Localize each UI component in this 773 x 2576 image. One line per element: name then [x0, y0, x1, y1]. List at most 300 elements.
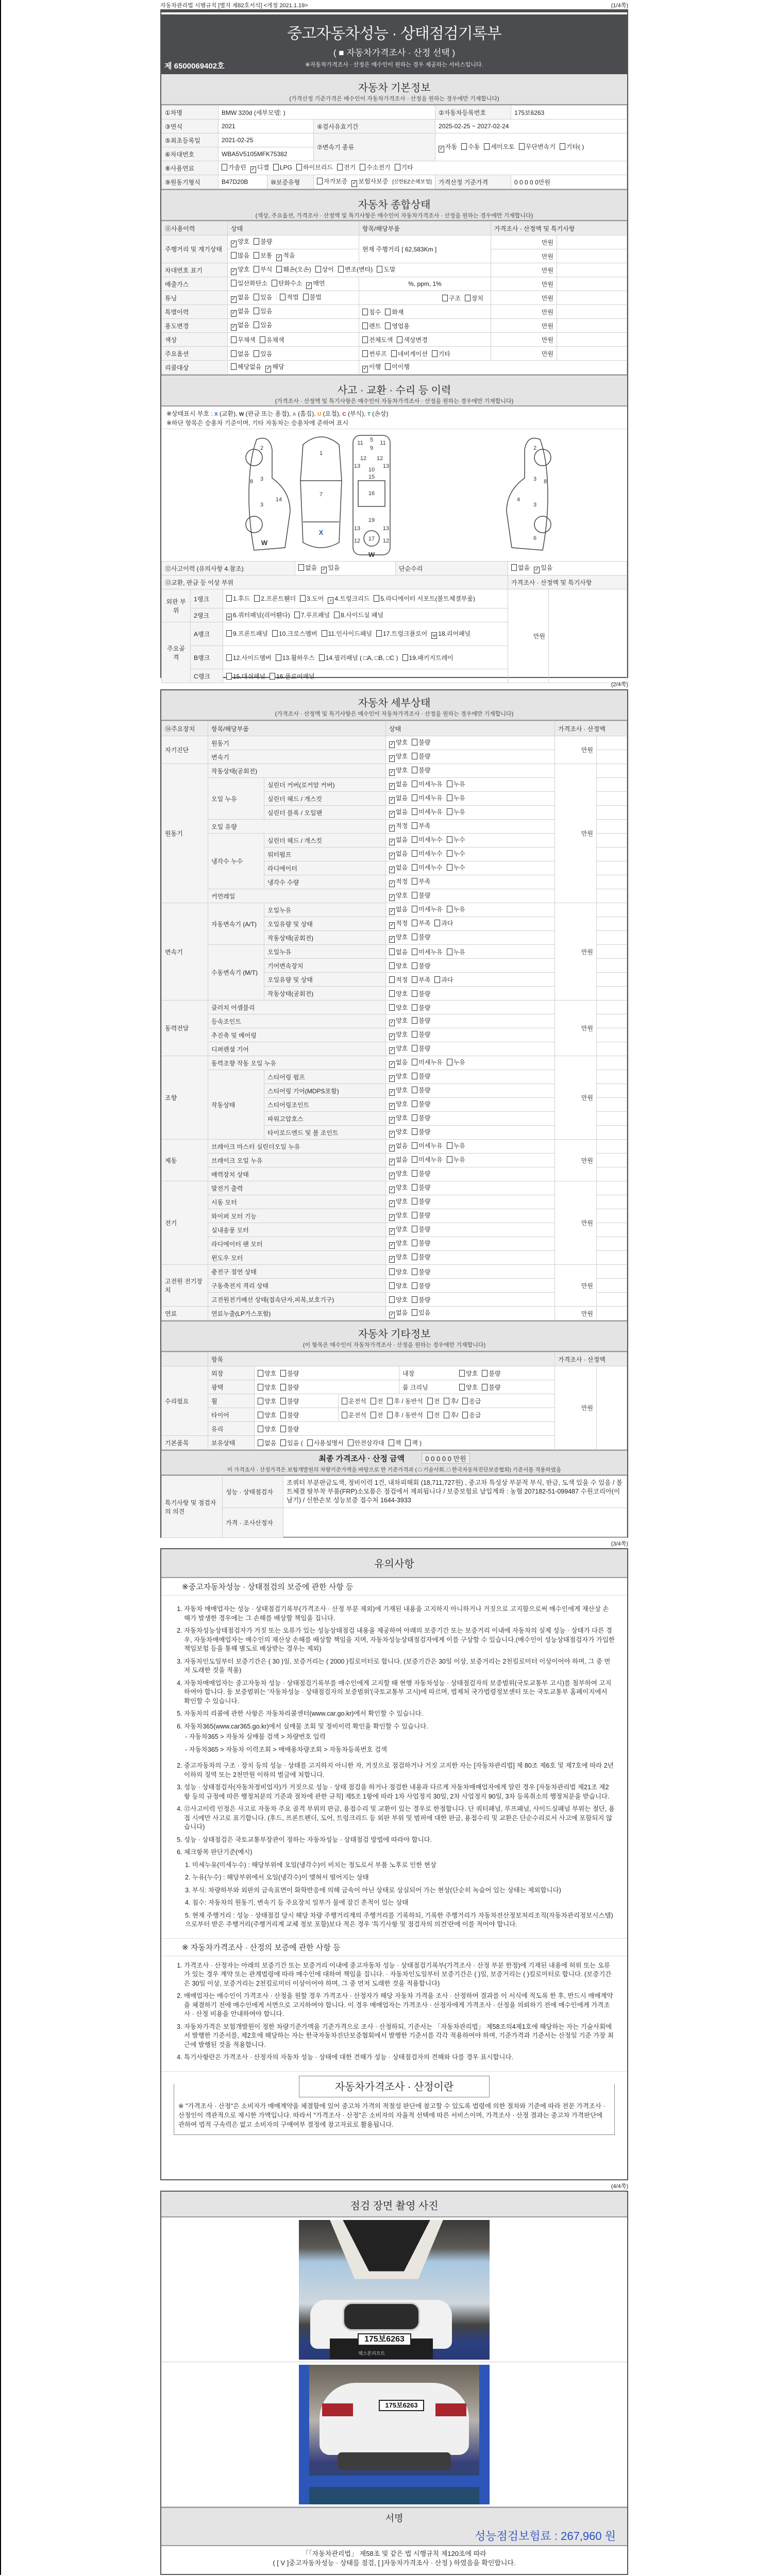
checkbox-icon[interactable]: [447, 836, 452, 843]
checkbox-option[interactable]: ✓ 자동: [439, 143, 458, 151]
checkbox-icon[interactable]: [397, 336, 402, 343]
checkbox-option[interactable]: w 18.리어패널: [431, 630, 470, 637]
checkbox-icon[interactable]: ✓: [390, 1145, 394, 1150]
checkbox-option[interactable]: ✓ 양호: [390, 739, 408, 747]
inspection-photo-rear[interactable]: [299, 2365, 490, 2504]
checkbox-option[interactable]: 불량: [412, 739, 430, 746]
checkbox-icon[interactable]: [412, 1045, 417, 1052]
checkbox-option[interactable]: 17.트렁크플로어: [376, 630, 427, 637]
checkbox-option[interactable]: 누유: [447, 794, 465, 802]
checkbox-option[interactable]: ✓ 양호: [390, 1017, 408, 1025]
checkbox-icon[interactable]: [444, 1398, 449, 1404]
checkbox-option[interactable]: 불량: [280, 1370, 299, 1377]
checkbox-icon[interactable]: [258, 1439, 263, 1446]
checkbox-option[interactable]: 양호: [258, 1426, 276, 1433]
checkbox-icon[interactable]: ✓: [307, 282, 312, 288]
checkbox-icon[interactable]: [280, 1398, 286, 1404]
checkbox-icon[interactable]: [387, 1412, 393, 1418]
checkbox-icon[interactable]: ✓: [266, 366, 271, 371]
checkbox-option[interactable]: x 4.트렁크리드: [328, 595, 369, 602]
checkbox-icon[interactable]: [412, 1282, 417, 1289]
checkbox-option[interactable]: ✓ 양호: [390, 1240, 408, 1248]
checkbox-option[interactable]: 네비게이션: [391, 350, 428, 358]
checkbox-icon[interactable]: [447, 1059, 452, 1065]
checkbox-icon[interactable]: ✓: [390, 783, 394, 789]
checkbox-icon[interactable]: [447, 864, 452, 871]
checkbox-icon[interactable]: w: [431, 632, 437, 639]
checkbox-option[interactable]: 14.필러패널 ( □A, □B, □C ): [319, 654, 398, 662]
checkbox-option[interactable]: 불량: [280, 1384, 299, 1391]
checkbox-option[interactable]: ✓ 양호: [390, 753, 408, 761]
checkbox-icon[interactable]: [303, 294, 309, 300]
checkbox-icon[interactable]: [280, 1426, 286, 1432]
checkbox-option[interactable]: ✓ 없음: [390, 1142, 408, 1150]
checkbox-icon[interactable]: [322, 630, 327, 637]
checkbox-icon[interactable]: [254, 252, 259, 259]
checkbox-icon[interactable]: [319, 654, 325, 661]
checkbox-option[interactable]: ✓ 적정: [390, 822, 408, 831]
checkbox-icon[interactable]: [459, 1384, 465, 1391]
checkbox-icon[interactable]: [412, 948, 417, 955]
checkbox-icon[interactable]: [412, 976, 417, 983]
checkbox-icon[interactable]: [412, 1128, 417, 1135]
checkbox-option[interactable]: ✓ 양호: [390, 1184, 408, 1192]
checkbox-option[interactable]: ✓ 해당: [266, 363, 284, 371]
checkbox-icon[interactable]: [412, 1031, 417, 1038]
checkbox-icon[interactable]: [462, 1398, 468, 1404]
checkbox-option[interactable]: 침수: [362, 309, 381, 316]
checkbox-option[interactable]: 구조: [442, 295, 461, 302]
checkbox-icon[interactable]: [280, 1370, 286, 1377]
checkbox-option[interactable]: 양호: [459, 1370, 478, 1377]
checkbox-icon[interactable]: [258, 1398, 263, 1404]
checkbox-option[interactable]: 해당없음: [231, 363, 261, 370]
checkbox-icon[interactable]: [412, 1240, 417, 1246]
checkbox-option[interactable]: ✓ 양호: [231, 266, 250, 274]
checkbox-option[interactable]: 불량: [412, 1128, 430, 1136]
checkbox-icon[interactable]: [276, 654, 281, 661]
checkbox-option[interactable]: 보통: [254, 252, 272, 259]
checkbox-icon[interactable]: [385, 309, 391, 315]
checkbox-icon[interactable]: [447, 808, 452, 815]
checkbox-icon[interactable]: [389, 1296, 395, 1303]
checkbox-icon[interactable]: ✓: [390, 769, 394, 775]
checkbox-icon[interactable]: w: [226, 614, 232, 620]
checkbox-option[interactable]: 기타( ): [560, 143, 584, 150]
checkbox-option[interactable]: 누유: [447, 1142, 465, 1149]
checkbox-icon[interactable]: [412, 962, 417, 969]
checkbox-icon[interactable]: [412, 1142, 417, 1149]
checkbox-option[interactable]: ✓ 양호: [390, 1128, 408, 1137]
checkbox-icon[interactable]: ✓: [390, 853, 394, 858]
checkbox-option[interactable]: ✓ 있음: [534, 564, 553, 572]
checkbox-icon[interactable]: [389, 1439, 394, 1446]
checkbox-option[interactable]: 불량: [280, 1426, 299, 1433]
checkbox-icon[interactable]: [447, 794, 452, 801]
checkbox-icon[interactable]: [231, 252, 237, 259]
checkbox-option[interactable]: 누수: [447, 850, 465, 857]
checkbox-option[interactable]: 도말: [377, 266, 395, 273]
checkbox-icon[interactable]: [511, 564, 517, 571]
checkbox-icon[interactable]: ✓: [231, 241, 236, 246]
checkbox-option[interactable]: 누유: [447, 808, 465, 816]
checkbox-option[interactable]: 불법: [303, 294, 322, 301]
checkbox-option[interactable]: 미세누유: [412, 781, 442, 788]
checkbox-option[interactable]: 미세누유: [412, 906, 442, 913]
checkbox-icon[interactable]: [222, 164, 227, 171]
checkbox-option[interactable]: ✓ 양호: [390, 1087, 408, 1095]
checkbox-option[interactable]: 양호: [389, 1296, 408, 1303]
checkbox-icon[interactable]: [280, 1439, 286, 1446]
checkbox-option[interactable]: 양호: [389, 1004, 408, 1011]
checkbox-option[interactable]: 상이: [315, 266, 334, 273]
checkbox-icon[interactable]: [412, 892, 417, 899]
checkbox-option[interactable]: 불량: [412, 753, 430, 760]
checkbox-option[interactable]: 양호: [389, 962, 408, 970]
checkbox-option[interactable]: 미세누수: [412, 864, 442, 871]
checkbox-option[interactable]: 있음: [254, 350, 272, 358]
checkbox-icon[interactable]: ✓: [390, 1117, 394, 1123]
checkbox-icon[interactable]: ✓: [390, 741, 394, 747]
checkbox-icon[interactable]: [389, 948, 395, 955]
inspection-photo-front[interactable]: [299, 2220, 490, 2360]
checkbox-option[interactable]: 양호: [258, 1398, 276, 1405]
checkbox-option[interactable]: 미세누유: [412, 948, 442, 956]
checkbox-icon[interactable]: [338, 266, 344, 273]
checkbox-option[interactable]: 후 / 동반석: [387, 1412, 423, 1419]
checkbox-icon[interactable]: [412, 1059, 417, 1065]
checkbox-option[interactable]: ✓ 양호: [390, 1253, 408, 1262]
checkbox-option[interactable]: 후/: [444, 1398, 458, 1405]
checkbox-option[interactable]: 후/: [444, 1412, 458, 1419]
checkbox-icon[interactable]: [362, 309, 368, 315]
checkbox-option[interactable]: 불량: [412, 767, 430, 774]
checkbox-option[interactable]: 있음: [254, 308, 272, 315]
checkbox-option[interactable]: ✓ 양호: [390, 1100, 408, 1109]
checkbox-icon[interactable]: [560, 143, 565, 150]
checkbox-icon[interactable]: [371, 1412, 376, 1418]
checkbox-option[interactable]: 운전석: [342, 1398, 366, 1405]
checkbox-option[interactable]: 탄화수소: [272, 280, 302, 287]
checkbox-icon[interactable]: ✓: [352, 180, 357, 186]
checkbox-icon[interactable]: [434, 920, 440, 926]
checkbox-option[interactable]: ✓ 양호: [390, 1226, 408, 1234]
checkbox-option[interactable]: 있음: [254, 294, 272, 301]
checkbox-icon[interactable]: [254, 321, 259, 328]
checkbox-option[interactable]: ✓ 없음: [390, 781, 408, 789]
checkbox-option[interactable]: 미세누유: [412, 1142, 442, 1149]
checkbox-option[interactable]: 없음: [231, 350, 249, 358]
checkbox-icon[interactable]: ✓: [390, 797, 394, 803]
checkbox-option[interactable]: 누유: [447, 1156, 465, 1163]
checkbox-icon[interactable]: [412, 1170, 417, 1177]
checkbox-icon[interactable]: ✓: [390, 1173, 394, 1178]
checkbox-option[interactable]: 부족: [412, 878, 430, 885]
checkbox-icon[interactable]: [273, 164, 279, 171]
checkbox-option[interactable]: ✓ 없음: [390, 906, 408, 914]
checkbox-option[interactable]: 썬루프: [362, 350, 387, 358]
checkbox-icon[interactable]: [254, 350, 259, 357]
checkbox-option[interactable]: 없음: [389, 948, 408, 956]
checkbox-option[interactable]: ✓ 양호: [390, 1212, 408, 1220]
checkbox-icon[interactable]: [360, 164, 365, 171]
checkbox-icon[interactable]: ✓: [390, 1214, 394, 1220]
checkbox-option[interactable]: 불량: [412, 1170, 430, 1177]
checkbox-option[interactable]: 불량: [482, 1370, 500, 1377]
checkbox-option[interactable]: 15.대쉬패널: [226, 673, 265, 680]
checkbox-icon[interactable]: ✓: [231, 310, 236, 316]
checkbox-icon[interactable]: ✓: [390, 1020, 394, 1025]
checkbox-option[interactable]: 1.후드: [226, 595, 250, 602]
checkbox-option[interactable]: ✓ 없음: [390, 794, 408, 803]
checkbox-option[interactable]: 3.도어: [300, 595, 324, 602]
checkbox-option[interactable]: ✓ 보험사보증: [352, 178, 389, 186]
checkbox-option[interactable]: 19.패키지트레이: [402, 654, 453, 662]
checkbox-option[interactable]: 미세누수: [412, 850, 442, 857]
checkbox-option[interactable]: 불량: [412, 1282, 430, 1290]
checkbox-icon[interactable]: [389, 990, 395, 997]
checkbox-option[interactable]: 16.플로어패널: [270, 673, 315, 680]
checkbox-option[interactable]: 장치: [465, 295, 483, 302]
checkbox-icon[interactable]: ✓: [390, 1242, 394, 1248]
checkbox-icon[interactable]: ✓: [390, 1200, 394, 1206]
checkbox-icon[interactable]: [376, 630, 382, 637]
checkbox-icon[interactable]: [334, 612, 340, 618]
checkbox-icon[interactable]: [427, 1398, 433, 1404]
checkbox-icon[interactable]: [412, 1004, 417, 1011]
checkbox-option[interactable]: 양호: [389, 1268, 408, 1276]
checkbox-icon[interactable]: [412, 822, 417, 829]
checkbox-option[interactable]: 누유: [447, 906, 465, 913]
checkbox-icon[interactable]: [300, 595, 306, 602]
checkbox-option[interactable]: 부족: [412, 976, 430, 984]
checkbox-option[interactable]: 12.사이드멤버: [226, 654, 272, 662]
checkbox-option[interactable]: 있음: [412, 1309, 430, 1316]
checkbox-icon[interactable]: [412, 1017, 417, 1024]
checkbox-option[interactable]: 불량: [412, 1073, 430, 1080]
checkbox-icon[interactable]: [447, 1156, 452, 1163]
checkbox-icon[interactable]: [389, 1004, 395, 1011]
checkbox-option[interactable]: 2.프론트휀더: [254, 595, 296, 602]
checkbox-option[interactable]: 불량: [412, 1045, 430, 1052]
checkbox-option[interactable]: 응급: [462, 1398, 481, 1405]
checkbox-option[interactable]: 전: [371, 1412, 383, 1419]
checkbox-icon[interactable]: ✓: [390, 825, 394, 831]
checkbox-option[interactable]: 불량: [482, 1384, 500, 1391]
checkbox-option[interactable]: 불량: [412, 1296, 430, 1303]
checkbox-option[interactable]: 전: [427, 1412, 440, 1419]
checkbox-icon[interactable]: [412, 1184, 417, 1191]
checkbox-option[interactable]: 불량: [254, 238, 272, 245]
checkbox-icon[interactable]: [412, 794, 417, 801]
checkbox-option[interactable]: 무채색: [231, 336, 256, 344]
checkbox-icon[interactable]: [258, 1370, 263, 1377]
checkbox-option[interactable]: 양호: [258, 1370, 276, 1377]
checkbox-icon[interactable]: [427, 1412, 433, 1418]
checkbox-icon[interactable]: [395, 164, 400, 171]
checkbox-option[interactable]: ✓ 양호: [390, 1031, 408, 1039]
checkbox-icon[interactable]: [412, 864, 417, 871]
checkbox-icon[interactable]: [412, 1226, 417, 1232]
checkbox-option[interactable]: 불량: [412, 1212, 430, 1219]
checkbox-option[interactable]: 변조(변타): [338, 266, 373, 273]
checkbox-option[interactable]: ✓ 양호: [390, 767, 408, 775]
checkbox-icon[interactable]: ✓: [390, 867, 394, 872]
checkbox-option[interactable]: 후 / 동반석: [387, 1398, 423, 1405]
checkbox-option[interactable]: 영업용: [385, 323, 410, 330]
checkbox-icon[interactable]: [317, 178, 323, 184]
checkbox-icon[interactable]: [447, 781, 452, 787]
checkbox-option[interactable]: 7.루프패널: [294, 612, 330, 619]
checkbox-option[interactable]: ✓ 없음: [390, 836, 408, 844]
checkbox-icon[interactable]: ✓: [390, 755, 394, 761]
checkbox-icon[interactable]: [389, 1268, 395, 1275]
checkbox-icon[interactable]: [391, 350, 397, 357]
checkbox-icon[interactable]: [412, 1212, 417, 1218]
checkbox-option[interactable]: 안전삼각대: [348, 1439, 384, 1447]
checkbox-icon[interactable]: [412, 1087, 417, 1093]
checkbox-option[interactable]: 불량: [412, 990, 430, 997]
checkbox-option[interactable]: 잭 ): [405, 1439, 422, 1447]
checkbox-icon[interactable]: x: [328, 597, 333, 604]
checkbox-icon[interactable]: ✓: [534, 567, 539, 572]
checkbox-option[interactable]: 유채색: [260, 336, 284, 344]
checkbox-option[interactable]: 불량: [412, 1240, 430, 1247]
checkbox-icon[interactable]: [315, 266, 321, 273]
checkbox-icon[interactable]: ✓: [231, 296, 236, 302]
checkbox-icon[interactable]: ✓: [231, 324, 236, 330]
checkbox-option[interactable]: 사용설명서: [307, 1439, 344, 1447]
checkbox-option[interactable]: 불량: [412, 1087, 430, 1094]
checkbox-icon[interactable]: [377, 266, 382, 273]
checkbox-icon[interactable]: [387, 1398, 393, 1404]
checkbox-icon[interactable]: ✓: [390, 1061, 394, 1067]
checkbox-option[interactable]: 없음: [298, 564, 317, 571]
checkbox-option[interactable]: 일산화탄소: [231, 280, 267, 287]
checkbox-icon[interactable]: [465, 295, 470, 301]
checkbox-option[interactable]: 불량: [412, 934, 430, 941]
checkbox-option[interactable]: 누수: [447, 864, 465, 871]
checkbox-option[interactable]: 자가보증: [317, 178, 347, 185]
checkbox-icon[interactable]: [226, 595, 232, 602]
checkbox-option[interactable]: 9.프론트패널: [226, 630, 268, 637]
checkbox-icon[interactable]: [459, 1370, 465, 1377]
checkbox-option[interactable]: 과다: [434, 976, 453, 984]
checkbox-option[interactable]: 수동: [461, 143, 480, 150]
checkbox-icon[interactable]: [231, 280, 237, 286]
checkbox-icon[interactable]: ✓: [439, 145, 444, 151]
checkbox-option[interactable]: ✓ 적음: [277, 252, 295, 260]
checkbox-icon[interactable]: [402, 654, 408, 661]
checkbox-option[interactable]: ✓ 매연: [307, 280, 325, 288]
checkbox-option[interactable]: ✓ 양호: [390, 1045, 408, 1053]
checkbox-option[interactable]: 부족: [412, 920, 430, 927]
checkbox-option[interactable]: 누수: [447, 836, 465, 843]
checkbox-option[interactable]: 세미오토: [484, 143, 514, 150]
checkbox-option[interactable]: 불량: [412, 1031, 430, 1038]
checkbox-icon[interactable]: [226, 673, 232, 680]
checkbox-option[interactable]: ✓ 양호: [390, 934, 408, 942]
checkbox-icon[interactable]: [412, 1296, 417, 1303]
checkbox-option[interactable]: ✓ 양호: [390, 892, 408, 900]
checkbox-option[interactable]: 미세누유: [412, 808, 442, 816]
checkbox-icon[interactable]: ✓: [390, 1187, 394, 1192]
checkbox-option[interactable]: 13.휠하우스: [276, 654, 315, 662]
checkbox-option[interactable]: LPG: [273, 164, 292, 171]
checkbox-icon[interactable]: [342, 1398, 347, 1404]
checkbox-option[interactable]: 누유: [447, 781, 465, 788]
checkbox-icon[interactable]: [389, 962, 395, 969]
checkbox-option[interactable]: 불량: [412, 1004, 430, 1011]
checkbox-icon[interactable]: [296, 164, 302, 171]
checkbox-icon[interactable]: [519, 143, 525, 150]
checkbox-option[interactable]: 불량: [280, 1412, 299, 1419]
checkbox-option[interactable]: 11.인사이드패널: [322, 630, 372, 637]
checkbox-option[interactable]: 전체도색: [362, 336, 393, 344]
checkbox-option[interactable]: 있음 (: [280, 1439, 303, 1447]
checkbox-icon[interactable]: [412, 1198, 417, 1205]
checkbox-icon[interactable]: [462, 1412, 468, 1418]
checkbox-icon[interactable]: [412, 990, 417, 997]
checkbox-option[interactable]: 부식: [254, 266, 272, 273]
checkbox-option[interactable]: ✓ 없음: [390, 1059, 408, 1067]
checkbox-option[interactable]: 많음: [231, 252, 249, 259]
checkbox-option[interactable]: ✓ 없음: [390, 864, 408, 872]
checkbox-option[interactable]: 응급: [462, 1412, 481, 1419]
checkbox-icon[interactable]: ✓: [390, 1159, 394, 1164]
checkbox-icon[interactable]: [412, 1309, 417, 1316]
checkbox-icon[interactable]: [482, 1370, 488, 1377]
checkbox-option[interactable]: 10.크로스멤버: [272, 630, 317, 637]
checkbox-icon[interactable]: [374, 595, 379, 602]
checkbox-option[interactable]: 불량: [412, 1253, 430, 1261]
checkbox-icon[interactable]: [362, 336, 368, 343]
checkbox-icon[interactable]: [412, 1156, 417, 1163]
checkbox-icon[interactable]: [337, 164, 343, 171]
checkbox-icon[interactable]: [254, 294, 259, 300]
checkbox-option[interactable]: 불량: [412, 1198, 430, 1205]
checkbox-option[interactable]: 불량: [412, 1184, 430, 1191]
checkbox-icon[interactable]: [405, 1439, 411, 1446]
checkbox-icon[interactable]: [412, 920, 417, 926]
checkbox-option[interactable]: ✓ 양호: [390, 1170, 408, 1178]
checkbox-option[interactable]: 과다: [434, 920, 453, 927]
checkbox-icon[interactable]: [254, 595, 260, 602]
checkbox-icon[interactable]: [412, 906, 417, 912]
checkbox-icon[interactable]: [447, 906, 452, 912]
checkbox-option[interactable]: 수소전기: [360, 164, 390, 171]
checkbox-option[interactable]: 양호: [389, 1282, 408, 1290]
checkbox-option[interactable]: 무단변속기: [519, 143, 556, 150]
checkbox-icon[interactable]: [412, 1073, 417, 1079]
checkbox-option[interactable]: 하이브리드: [296, 164, 333, 171]
checkbox-icon[interactable]: [226, 654, 232, 661]
checkbox-option[interactable]: ✓ 없음: [390, 1156, 408, 1164]
checkbox-icon[interactable]: ✓: [390, 880, 394, 886]
checkbox-icon[interactable]: ✓: [390, 1131, 394, 1137]
checkbox-option[interactable]: 없음: [511, 564, 530, 571]
checkbox-option[interactable]: 기타: [395, 164, 413, 171]
checkbox-option[interactable]: ✓ 이행: [363, 363, 381, 371]
checkbox-option[interactable]: ✓ 양호: [390, 1114, 408, 1123]
checkbox-icon[interactable]: [389, 1282, 395, 1289]
checkbox-option[interactable]: 미세누유: [412, 1156, 442, 1163]
checkbox-option[interactable]: 전기: [337, 164, 356, 171]
checkbox-option[interactable]: 적정: [389, 976, 408, 984]
checkbox-option[interactable]: ✓ 없음: [390, 850, 408, 858]
checkbox-icon[interactable]: ✓: [390, 1228, 394, 1234]
checkbox-option[interactable]: 전: [371, 1398, 383, 1405]
